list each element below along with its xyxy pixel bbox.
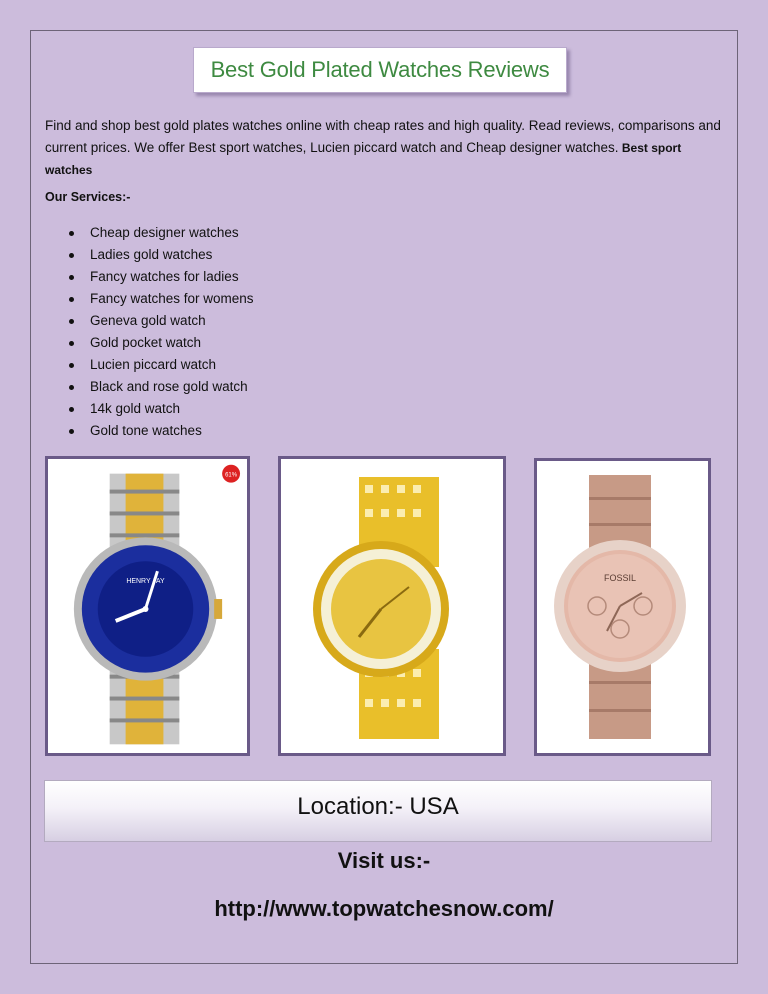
banner-title: Best Gold Plated Watches Reviews — [210, 57, 550, 82]
watch-image-two-tone — [45, 456, 250, 756]
two-tone-diver-watch-icon — [48, 459, 247, 753]
website-link[interactable]: http://www.topwatchesnow.com/ — [214, 896, 554, 921]
list-item: Ladies gold watches — [45, 244, 254, 266]
list-item: Geneva gold watch — [45, 310, 254, 332]
intro-link[interactable]: Best sport watches — [45, 141, 682, 177]
gold-crystal-watch-icon — [281, 459, 503, 753]
visit-heading: Visit us:- — [337, 848, 431, 873]
intro-paragraph — [45, 115, 725, 181]
list-item: 14k gold watch — [45, 398, 254, 420]
rose-gold-watch-icon — [537, 461, 708, 753]
services-list — [45, 222, 254, 442]
services-heading: Our Services:- — [45, 190, 131, 204]
location-label: Location:- USA — [297, 793, 459, 820]
list-item: Fancy watches for ladies — [45, 266, 254, 288]
list-item: Cheap designer watches — [45, 222, 254, 244]
site-banner — [193, 47, 567, 93]
list-item: Black and rose gold watch — [45, 376, 254, 398]
list-item: Gold tone watches — [45, 420, 254, 442]
discount-badge: 61% — [225, 472, 238, 479]
list-item: Fancy watches for womens — [45, 288, 254, 310]
location-box — [44, 780, 712, 842]
watch-image-gold-crystal — [278, 456, 506, 756]
list-item: Lucien piccard watch — [45, 354, 254, 376]
watch1-dial-brand: HENRY JAY — [126, 578, 165, 586]
watch3-dial-brand: FOSSIL — [603, 573, 637, 583]
watch-image-rose-gold — [534, 458, 711, 756]
intro-text: Find and shop best gold plates watches online with cheap rates and high quality. Read reviews, comparisons and current prices. We offer Best sport watches, Lucien piccard watch and Cheap designer watches. — [45, 118, 721, 155]
list-item: Gold pocket watch — [45, 332, 254, 354]
